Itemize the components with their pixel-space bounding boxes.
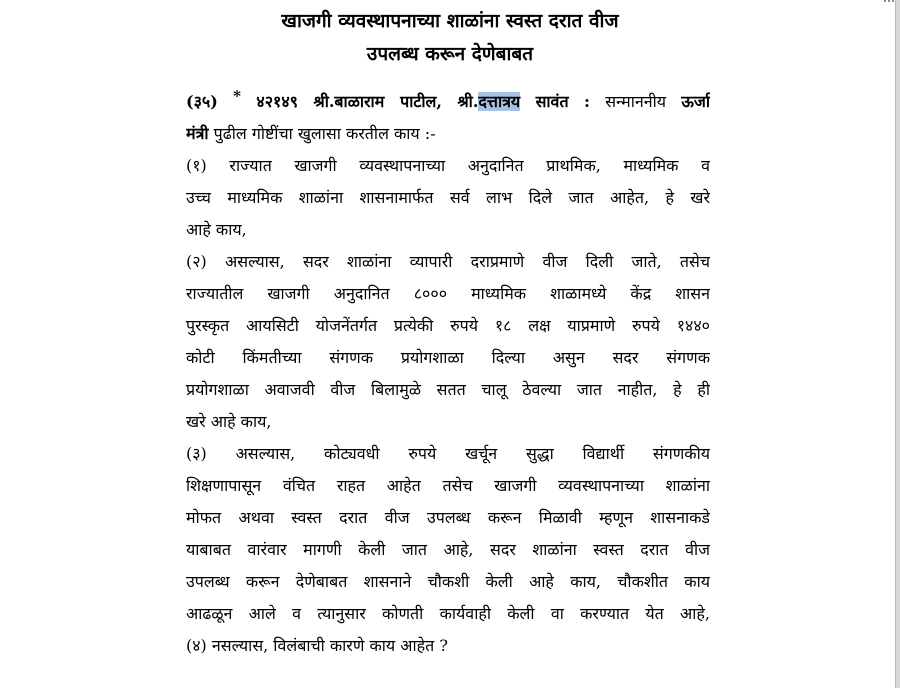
addressee-ministry: ऊर्जा <box>681 92 710 111</box>
body-line: (१) राज्यात खाजगी व्यवस्थापनाच्या अनुदानित प्राथमिक, माध्यमिक व <box>186 156 710 175</box>
body-line: मोफत अथवा स्वस्त दरात वीज उपलब्ध करून मिळावी म्हणून शासनाकडे <box>186 508 710 527</box>
document-subtitle: उपलब्ध करून देणेबाबत <box>366 43 534 65</box>
addressee-minister: मंत्री <box>186 124 209 143</box>
body-line: उपलब्ध करून देणेबाबत शासनाने चौकशी केली आहे काय, चौकशीत काय <box>186 572 710 591</box>
body-line: याबाबत वारंवार मागणी केली जात आहे, सदर शाळांना स्वस्त दरात वीज <box>186 540 710 559</box>
member-prefix: श्री. <box>457 92 479 111</box>
member-name-1: श्री.बाळाराम पाटील, <box>313 92 442 111</box>
body-line: खरे आहे काय, <box>186 412 272 431</box>
question-header <box>186 86 710 118</box>
corner-mark <box>884 0 894 6</box>
body-line: कोटी किंमतीच्या संगणक प्रयोगशाळा दिल्या असुन सदर संगणक <box>186 348 710 367</box>
window-right-edge <box>895 0 900 688</box>
body-line: पुरस्कृत आयसिटी योजनेंतर्गत प्रत्येकी रुपये १८ लक्ष याप्रमाणे रुपये १४४० <box>186 316 710 335</box>
question-body <box>186 86 710 662</box>
body-line: उच्च माध्यमिक शाळांना शासनामार्फत सर्व लाभ दिले जात आहेत, हे खरे <box>186 188 710 207</box>
colon: : <box>583 92 590 111</box>
document-title: खाजगी व्यवस्थापनाच्या शाळांना स्वस्त दरात वीज <box>281 10 619 32</box>
body-line: आहे काय, <box>186 220 247 239</box>
question-number: (३५) <box>186 92 218 111</box>
body-line: शिक्षणापासून वंचित राहत आहेत तसेच खाजगी व्यवस्थापनाच्या शाळांना <box>186 476 710 495</box>
body-line: (३) असल्यास, कोट्यवधी रुपये खर्चून सुद्धा विद्यार्थी संगणकीय <box>186 444 710 463</box>
body-line: प्रयोगशाळा अवाजवी वीज बिलामुळे सतत चालू ठेवल्या जात नाहीत, हे ही <box>186 380 710 399</box>
starred-mark: * <box>233 87 242 105</box>
question-intro <box>186 118 710 150</box>
selected-text[interactable]: दत्तात्रय <box>478 92 521 111</box>
body-line: (२) असल्यास, सदर शाळांना व्यापारी दराप्रमाणे वीज दिली जाते, तसेच <box>186 252 710 271</box>
body-line: आढळून आले व त्यानुसार कोणती कार्यवाही केली वा करण्यात येत आहे, <box>186 604 710 623</box>
body-line: (४) नसल्यास, विलंबाची कारणे काय आहेत ? <box>186 636 448 655</box>
intro-text: पुढील गोष्टींचा खुलासा करतील काय :- <box>213 124 436 143</box>
question-code: ४२१४९ <box>256 92 298 111</box>
body-line: राज्यातील खाजगी अनुदानित ८००० माध्यमिक शाळामध्ये केंद्र शासन <box>186 284 710 303</box>
member-name-2: सावंत <box>535 92 569 111</box>
addressee-honorific: सन्माननीय <box>605 92 667 111</box>
